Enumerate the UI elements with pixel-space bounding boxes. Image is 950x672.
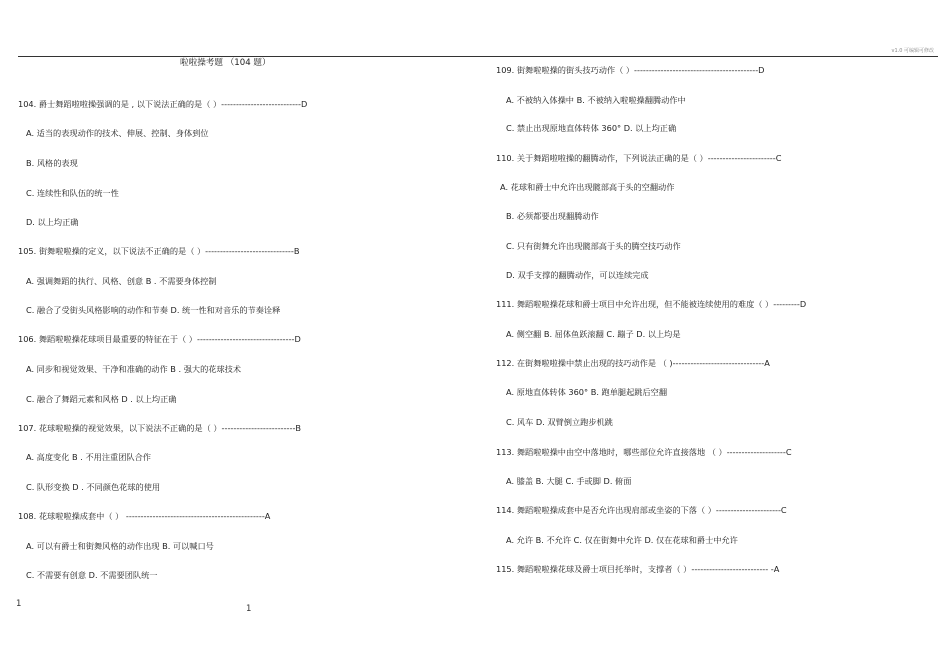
option-line: C. 队形变换 D . 不同颜色花球的使用 (26, 482, 161, 492)
option-line: A. 可以有爵士和街舞风格的动作出现 B. 可以喊口号 (26, 541, 214, 551)
option-line: B. 风格的表现 (26, 158, 78, 168)
option-line: C. 不需要有创意 D. 不需要团队统一 (26, 570, 158, 580)
question-line: 115. 舞蹈啦啦操花球及爵士项目托举时，支撑者（ ）-------------------------- -A (496, 564, 780, 574)
question-line: 110. 关于舞蹈啦啦操的翻腾动作，下列说法正确的是（ ）-----------------------C (496, 153, 782, 163)
option-line: A. 高度变化 B . 不用注重团队合作 (26, 452, 151, 462)
question-line: 109. 街舞啦啦操的街头技巧动作（ ）------------------------------------------D (496, 65, 765, 75)
option-line: C. 禁止出现原地直体转体 360° D. 以上均正确 (506, 123, 677, 133)
option-line: C. 风车 D. 双臂倒立跑步机跳 (506, 417, 613, 427)
question-line: 107. 花球啦啦操的视觉效果，以下说法不正确的是（ ）-------------------------B (18, 423, 302, 433)
option-line: C. 融合了舞蹈元素和风格 D . 以上均正确 (26, 394, 177, 404)
page-number-left: 1 (16, 599, 22, 609)
option-line: A. 原地直体转体 360° B. 跑单腿起跳后空翻 (506, 387, 668, 397)
question-line: 111. 舞蹈啦啦操花球和爵士项目中允许出现，但不能被连续使用的难度（ ）---------D (496, 299, 807, 309)
option-line: A. 强调舞蹈的执行、风格、创意 B . 不需要身体控制 (26, 276, 217, 286)
option-line: B. 必须都要出现翻腾动作 (506, 211, 599, 221)
question-line: 108. 花球啦啦操成套中（ ） -----------------------------------------------A (18, 511, 271, 521)
document-title: 啦啦操考题 （104 题） (180, 58, 271, 68)
option-line: A. 花球和爵士中允许出现髋部高于头的空翻动作 (500, 182, 675, 192)
option-line: C. 连续性和队伍的统一性 (26, 188, 119, 198)
option-line: C. 融合了受街头风格影响的动作和节奏 D. 统一性和对音乐的节奏诠释 (26, 305, 281, 315)
option-line: D. 以上均正确 (26, 217, 79, 227)
option-line: C. 只有街舞允许出现髋部高于头的腾空技巧动作 (506, 241, 681, 251)
header-rule (18, 56, 938, 57)
question-line: 106. 舞蹈啦啦操花球项目最重要的特征在于（ ）---------------------------------D (18, 334, 301, 344)
option-line: A. 同步和视觉效果、干净和准确的动作 B . 强大的花球技术 (26, 364, 242, 374)
watermark-text: v1.0 可编辑可修改 (891, 48, 934, 54)
option-line: A. 不被纳入体操中 B. 不被纳入啦啦操翻腾动作中 (506, 95, 686, 105)
option-line: A. 允许 B. 不允许 C. 仅在街舞中允许 D. 仅在花球和爵士中允许 (506, 535, 738, 545)
option-line: A. 适当的表现动作的技术、伸展、控制、身体到位 (26, 128, 209, 138)
question-line: 104. 爵士舞蹈啦啦操强调的是 , 以下说法正确的是（ ）---------------------------D (18, 99, 308, 109)
option-line: A. 膝盖 B. 大腿 C. 手或脚 D. 俯面 (506, 476, 632, 486)
question-line: 112. 在街舞啦啦操中禁止出现的技巧动作是 （ )-------------------------------A (496, 358, 770, 368)
question-line: 105. 街舞啦啦操的定义，以下说法不正确的是（ ）------------------------------B (18, 246, 300, 256)
option-line: A. 侧空翻 B. 屈体鱼跃滚翻 C. 蹦子 D. 以上均是 (506, 329, 681, 339)
page-number-center: 1 (246, 604, 252, 614)
question-line: 113. 舞蹈啦啦操中由空中落地时，哪些部位允许直接落地 （ ）--------------------C (496, 447, 792, 457)
option-line: D. 双手支撑的翻腾动作，可以连续完成 (506, 270, 649, 280)
question-line: 114. 舞蹈啦啦操成套中是否允许出现肩部或坐姿的下落（ ）----------------------C (496, 505, 787, 515)
